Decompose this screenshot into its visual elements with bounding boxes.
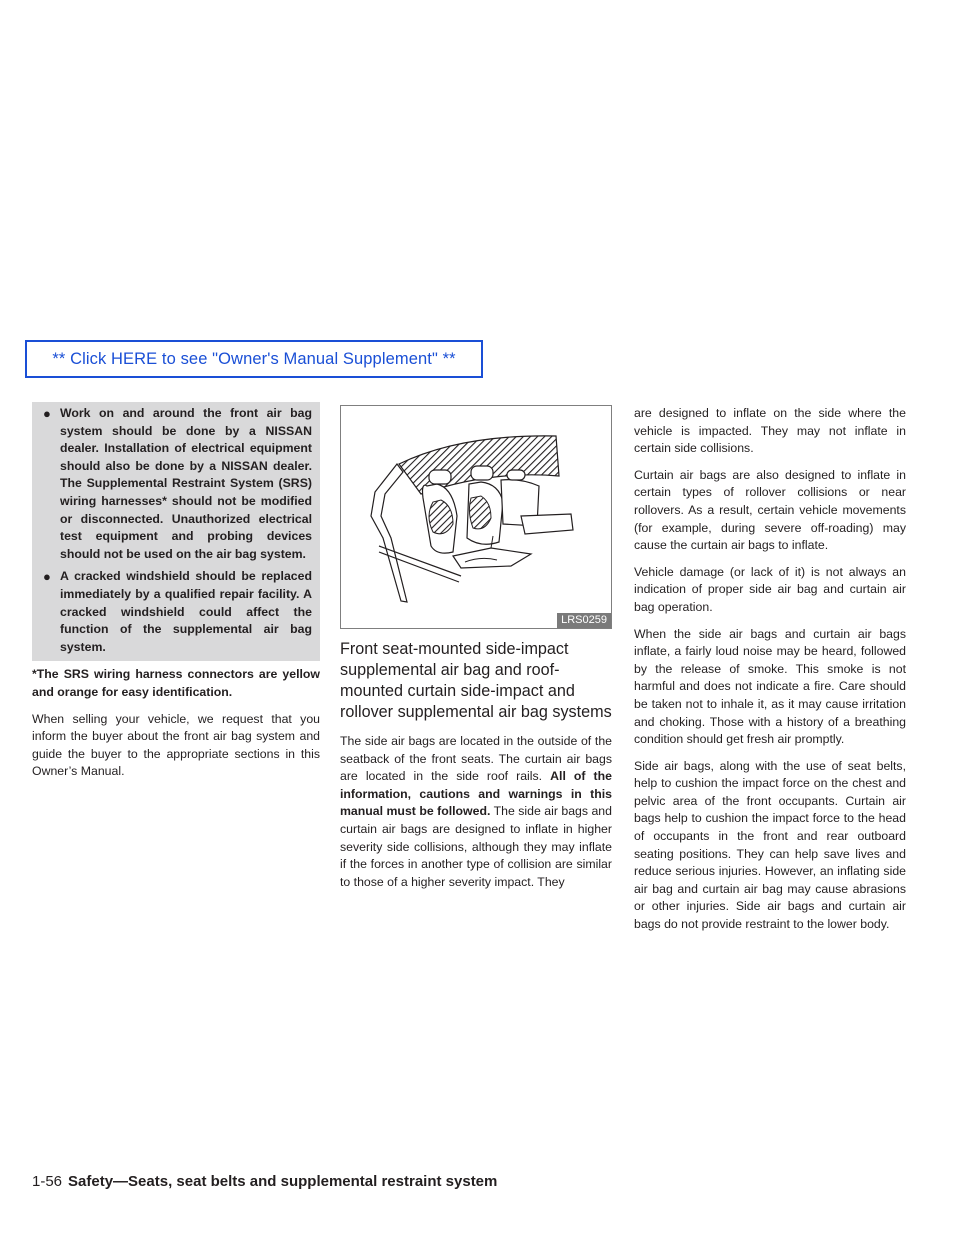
caution-box (32, 402, 320, 661)
paragraph: are designed to inflate on the side where the vehicle is impacted. They may not inflate in certain side collisions. (634, 406, 906, 456)
caution-item (40, 568, 312, 656)
paragraph-text: The side air bags are located in the outside of the seatback of the front seats. The curtain air bags are located in the side roof rails. (340, 734, 612, 784)
side-air-bag-paragraph (340, 733, 612, 891)
paragraph: Curtain air bags are also designed to inflate in certain types of rollover collisions or near rollovers. As a result, certain vehicle movements (for example, during severe off-roading) may cause the curtain air bags to inflate. (634, 467, 906, 553)
caution-text: A cracked windshield should be replaced immediately by a qualified repair facility. A cracked windshield could affect the function of the supplemental air bag system. (60, 569, 312, 654)
owners-manual-supplement-link[interactable]: ** Click HERE to see "Owner's Manual Supplement" ** (25, 340, 483, 378)
column-right (634, 405, 906, 943)
bullet-icon: ● (43, 406, 51, 421)
caution-item (40, 405, 312, 563)
paragraph-text: The side air bags and curtain air bags are designed to inflate in higher severity side collisions, although they may inflate if the forces in another type of collision are similar to those of a higher severity impact. They (340, 804, 612, 889)
figure-code: LRS0259 (557, 613, 611, 628)
side-air-bag-illustration (340, 405, 612, 629)
paragraph: Side air bags, along with the use of seat belts, help to cushion the impact force on the chest and pelvic area of the front occupants. Curtain air bags help to cushion the impact force to the head of occupants in the front and rear outboard seating positions. They can help save lives and reduce serious injuries. However, an inflating side air bag and curtain air bag may cause abrasions or other injuries. Side air bags and curtain air bags do not provide restraint to the lower body. (634, 758, 906, 932)
paragraph: When the side air bags and curtain air bags inflate, a fairly loud noise may be heard, followed by the release of smoke. This smoke is not harmful and does not indicate a fire. Care should be taken not to inhale it, as it may cause irritation and choking. Those with a history of a breathing condition should get fresh air promptly. (634, 626, 906, 747)
column-left (32, 402, 320, 790)
paragraph: Vehicle damage (or lack of it) is not always an indication of proper side air bag and curtain air bag operation. (634, 564, 906, 614)
vehicle-interior-airbag-drawing (341, 406, 611, 628)
selling-vehicle-paragraph: When selling your vehicle, we request that you inform the buyer about the front air bag system and guide the buyer to the appropriate sections in this Owner’s Manual. (32, 711, 320, 779)
caution-text: Work on and around the front air bag system should be done by a NISSAN dealer. Installation of electrical equipment should also be done by a NISSAN dealer. The Supplemental Restraint System (SRS) wiring harnesses* should not be modified or disconnected. Unauthorized electrical test equipment and probing devices should not be used on the air bag system. (60, 406, 312, 561)
paragraph-bold-text: All of the information, cautions and warnings in this manual must be followed. (340, 769, 612, 819)
page-number: 1-56 (32, 1173, 63, 1190)
footer-section-title: Safety—Seats, seat belts and supplemental restraint system (68, 1173, 498, 1190)
wiring-note: *The SRS wiring harness connectors are yellow and orange for easy identification. (32, 667, 320, 699)
section-heading: Front seat-mounted side-impact supplemental air bag and roof-mounted curtain side-impact and rollover supplemental air bag systems (340, 640, 612, 721)
column-middle (340, 405, 612, 900)
page-footer (32, 1172, 497, 1192)
bullet-icon: ● (43, 569, 51, 585)
